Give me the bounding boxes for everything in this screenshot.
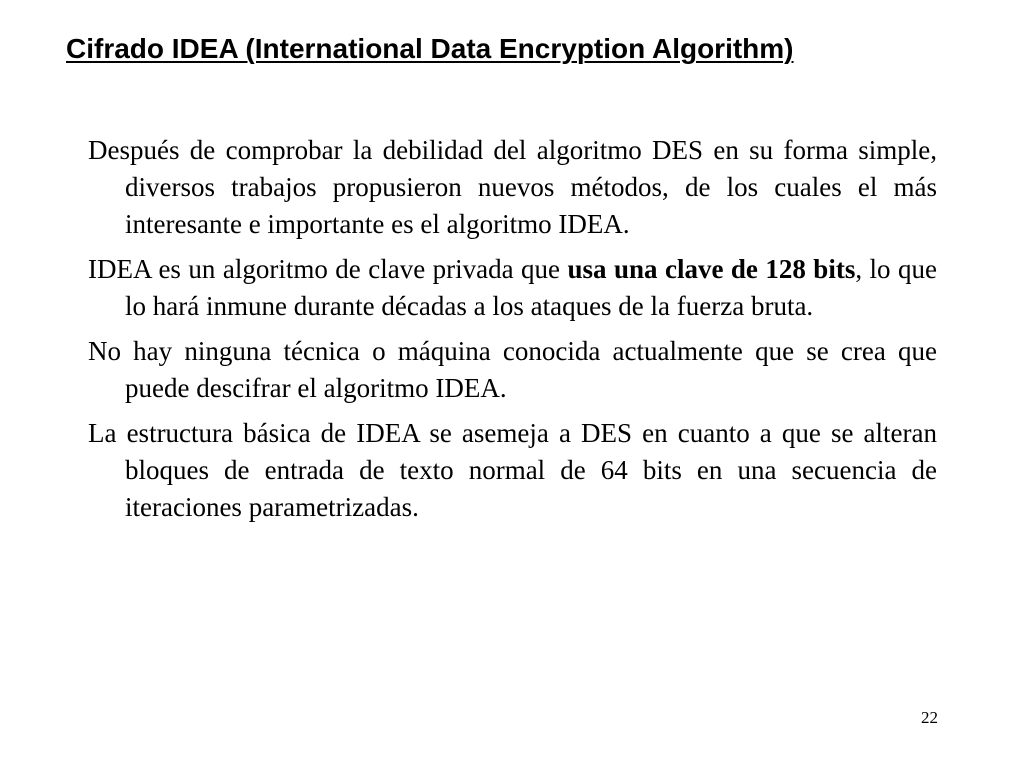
paragraph-private-key-lead: IDEA es un algoritmo de clave privada que (88, 254, 568, 284)
key-size-emphasis: usa una clave de 128 bits (567, 254, 856, 284)
paragraph-des-weakness: Después de comprobar la debilidad del algoritmo DES en su forma simple, diversos trabajos propusieron nuevos métodos, de los cuales el más interesante e importante es el algoritmo IDEA. (88, 135, 937, 239)
paragraph-no-known-attack: No hay ninguna técnica o máquina conocida actualmente que se crea que puede descifrar el algoritmo IDEA. (88, 336, 937, 403)
page-number: 22 (921, 708, 938, 727)
paragraph-private-key (88, 251, 937, 325)
paragraph-structure: La estructura básica de IDEA se asemeja a DES en cuanto a que se alteran bloques de entrada de texto normal de 64 bits en una secuencia de iteraciones parametrizadas. (88, 418, 937, 522)
slide-body (88, 132, 937, 526)
slide-title: Cifrado IDEA (International Data Encryption Algorithm) (66, 33, 794, 64)
paragraph-private-key-tail: , lo que lo hará inmune durante décadas a los ataques de la fuerza bruta. (125, 254, 937, 321)
